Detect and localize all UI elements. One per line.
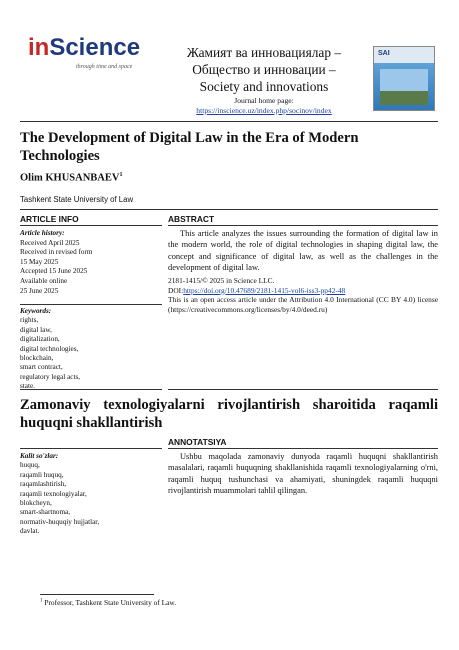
- history-item: Accepted 15 June 2025: [20, 267, 88, 276]
- keywords-rule: [20, 304, 162, 305]
- abstract-heading: ABSTRACT: [168, 214, 215, 224]
- uzbek-keyword: davlat.: [20, 527, 40, 536]
- abstract-text: This article analyzes the issues surrounding the formation of digital law in the modern world, the role of digital technologies in shaping digital law, the concept and significance of digital law, as well as the challenges in the development of digital law.: [168, 229, 438, 272]
- journal-title-line: Общество и инновации –: [192, 62, 336, 77]
- footnote-text: Professor, Tashkent State University of Law.: [44, 598, 177, 607]
- annotatsiya-text: Ushbu maqolada zamonaviy dunyoda raqamli huquqni shakllantirish masalalari, raqamli huquqning shakllanishida raqamli texnologiyalarning o'rni, raqamli huquq tushunchasi va ahamiyati, shuningdek raqamli huquqni rivojlantirish muammolari tahlil qilingan.: [168, 452, 438, 495]
- doi-line: [168, 286, 438, 296]
- journal-logo: [28, 34, 158, 84]
- journal-title: [158, 44, 370, 95]
- header-divider: [20, 121, 438, 122]
- license-text: This is an open access article under the Attribution 4.0 International (CC BY 4.0) license (https://creativecommons.org/licenses/by/4.0/deed.ru): [168, 295, 438, 314]
- kalit-rule: [20, 448, 162, 449]
- history-item: Available online: [20, 276, 68, 285]
- uzbek-keyword: smart-shartnoma,: [20, 508, 71, 517]
- history-item: 25 June 2025: [20, 286, 59, 295]
- keyword: digitalization,: [20, 335, 60, 344]
- uzbek-keyword: blokcheyn,: [20, 499, 52, 508]
- footnote: [40, 598, 176, 607]
- author-name: [20, 172, 122, 184]
- section-divider: [20, 209, 438, 210]
- article-info-heading: ARTICLE INFO: [20, 214, 79, 224]
- keyword: smart contract,: [20, 363, 63, 372]
- logo-tagline: through time and space: [76, 64, 133, 70]
- keyword: rights,: [20, 316, 39, 325]
- journal-title-line: Society and innovations: [199, 79, 329, 94]
- journal-home-label: Journal home page:: [234, 96, 294, 105]
- issn-copyright: 2181-1415/© 2025 in Science LLC.: [168, 276, 275, 285]
- keywords-label: Keywords:: [20, 307, 52, 315]
- footnote-rule: [40, 594, 154, 595]
- history-label: Article history:: [20, 229, 65, 237]
- article-history: [20, 229, 162, 296]
- keyword: blockchain,: [20, 354, 54, 363]
- abstract-bottom-rule: [168, 389, 438, 390]
- uzbek-keyword: huquq,: [20, 461, 40, 470]
- article-meta: [168, 276, 438, 314]
- annotatsiya-heading: ANNOTATSIYA: [168, 437, 227, 447]
- annotatsiya-rule: [168, 448, 438, 449]
- logo-in: in: [28, 34, 50, 61]
- keyword: regulatory legal acts,: [20, 372, 81, 381]
- uzbek-keyword: raqamli huquq,: [20, 470, 64, 479]
- author-footnote-mark: 1: [119, 172, 123, 178]
- uzbek-keywords-list: [20, 452, 162, 537]
- doi-link[interactable]: https://doi.org/10.47689/2181-1415-vol6-iss3-pp42-48: [183, 285, 346, 295]
- author-name-text: Olim KHUSANBAEV: [20, 172, 120, 184]
- abstract-rule: [168, 225, 438, 226]
- keywords-list: [20, 307, 162, 392]
- doi-label: DOI:: [168, 285, 184, 295]
- uzbek-keyword: raqamlashtirish,: [20, 480, 67, 489]
- footnote-mark: 1: [40, 598, 43, 604]
- cover-landscape: [380, 91, 428, 105]
- logo-science: Science: [49, 34, 141, 61]
- history-item: Received in revised form: [20, 248, 93, 257]
- journal-home: [158, 96, 370, 116]
- uzbek-title: Zamonaviy texnologiyalarni rivojlantirish sharoitida raqamli huquqni shakllantirish: [20, 397, 438, 431]
- cover-text: SAI: [378, 50, 390, 57]
- journal-title-line: Жамият ва инновациялар –: [186, 45, 342, 60]
- article-title: The Development of Digital Law in the Era of Modern Technologies: [20, 130, 359, 164]
- keyword: state.: [20, 382, 35, 391]
- kalit-label: Kalit so'zlar:: [20, 452, 59, 460]
- article-info-rule: [20, 225, 162, 226]
- keyword: digital technologies,: [20, 344, 79, 353]
- history-item: Received April 2025: [20, 238, 80, 247]
- history-item: 15 May 2025: [20, 257, 59, 266]
- journal-home-link[interactable]: https://inscience.uz/index.php/socinov/index: [196, 106, 332, 115]
- uzbek-keyword: normativ-huquqiy hujjatlar,: [20, 517, 100, 526]
- article-info-bottom-rule: [20, 389, 162, 390]
- journal-cover-image: [373, 46, 435, 111]
- author-affiliation: Tashkent State University of Law: [20, 195, 134, 204]
- uzbek-keyword: raqamli texnologiyalar,: [20, 489, 87, 498]
- keyword: digital law,: [20, 325, 52, 334]
